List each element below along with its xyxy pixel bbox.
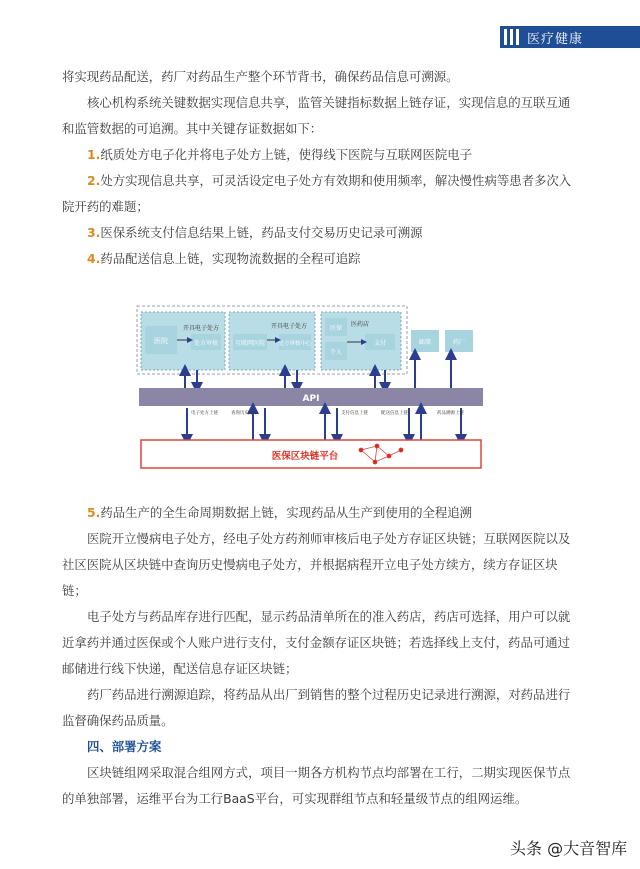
watermark-text: 头条 @大音智库 (510, 839, 628, 858)
diagram-label: 处方审核 (193, 340, 219, 347)
diagram-label: 个人 (329, 349, 343, 356)
api-label: API (302, 394, 320, 404)
diagram-label: 医院 (154, 337, 168, 345)
paragraph: 医院开立慢病电子处方，经电子处方药剂师审核后电子处方存证区块链；互联网医院以及社区医院从区块链中查询历史慢病电子处方，并根据病程开立电子处方续方，续方存证区块链； (62, 531, 571, 598)
list-item: 2.处方实现信息共享，可灵活设定电子处方有效期和使用频率，解决慢性病等患者多次入院开药的难题； (62, 173, 572, 214)
body-text-top (62, 64, 580, 272)
diagram-label: 处方审核中心 (278, 341, 312, 347)
watermark (510, 836, 627, 859)
list-item: 4.药品配送信息上链，实现物流数据的全程可追踪 (87, 251, 361, 266)
diagram-label: 医保 (329, 325, 343, 332)
body-text-bottom (62, 500, 580, 812)
paragraph: 药厂药品进行溯源追踪，将药品从出厂到销售的整个过程历史记录进行溯源，对药品进行监督确保药品质量。 (62, 687, 571, 728)
diagram-label: 开具电子处方 (183, 325, 220, 332)
header-bars-decoration (504, 29, 519, 45)
list-item: 5.药品生产的全生命周期数据上链，实现药品从生产到使用的全程追溯 (87, 505, 473, 520)
arrow-label: 电子处方上链 (191, 411, 218, 416)
list-item: 3.医保系统支付信息结果上链，药品支付交易历史记录可溯源 (87, 225, 423, 240)
architecture-diagram (125, 300, 505, 480)
arrow-label: 药品溯源上链 (437, 411, 464, 416)
diagram-label: 开具电子处方 (271, 323, 308, 330)
paragraph: 电子处方与药品库存进行匹配，显示药品清单所在的准入药店，药店可选择，用户可以就近拿药并通过医保或个人账户进行支付，支付金额存证区块链；若选择线上支付，药品可通过邮储进行线下快递，配送信息存证区块链； (62, 609, 571, 676)
paragraph: 区块链组网采取混合组网方式，项目一期各方机构节点均部署在工行，二期实现医保节点的单独部署，运维平台为工行BaaS平台，可实现群组节点和轻量级节点的组网运维。 (62, 765, 571, 806)
diagram-label: 医药店 (351, 321, 370, 328)
arrow-label: 查询历史记录 (231, 411, 258, 416)
paragraph: 将实现药品配送，药厂对药品生产整个环节背书，确保药品信息可溯源。 (62, 69, 459, 84)
diagram-label: 支付 (373, 340, 387, 347)
list-item: 1.纸质处方电子化并将电子处方上链，使得线下医院与互联网医院电子 (87, 147, 473, 162)
arrow-label: 配送信息上链 (381, 411, 408, 416)
diagram-label: 药厂 (452, 339, 466, 346)
paragraph: 核心机构系统关键数据实现信息共享，监管关键指标数据上链存证，实现信息的互联互通和监管数据的可追溯。其中关键存证数据如下： (62, 95, 571, 136)
chain-platform-label: 医保区块链平台 (271, 451, 339, 462)
diagram-label: 互联网医院 (234, 340, 266, 347)
header-title: 医疗健康 (527, 31, 584, 47)
arrow-label: 支付信息上链 (341, 411, 368, 416)
page-header (500, 26, 640, 48)
section-heading: 四、部署方案 (87, 739, 162, 754)
diagram-label: 邮储 (418, 339, 432, 346)
